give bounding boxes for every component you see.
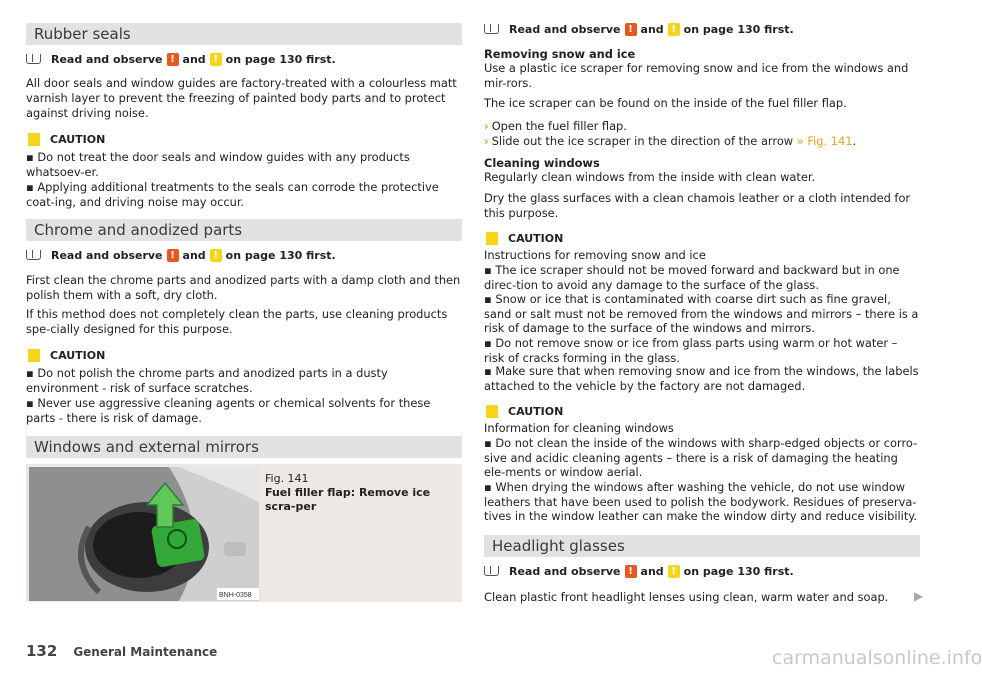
caution-heading: CAUTION: [484, 404, 920, 419]
caution-item: ▪ Do not clean the inside of the windows with sharp-edged objects or corro-sive and acidic cleaning agents – there is a risk of damaging the heating ele-ments or window aerial.: [484, 436, 918, 480]
caution-icon: !: [210, 249, 222, 262]
caution-icon: !: [668, 565, 680, 578]
warning-icon: !: [625, 565, 637, 578]
caution-intro: Information for cleaning windows: [484, 421, 674, 435]
body-text: Clean plastic front headlight lenses using clean, warm water and soap.: [484, 590, 889, 604]
figure-link[interactable]: » Fig. 141: [796, 134, 853, 148]
page-footer: [26, 642, 217, 660]
continue-arrow-icon: ▶: [914, 589, 924, 603]
caution-item: ▪ Do not polish the chrome parts and anodized parts in a dusty environment - risk of surface scratches.: [26, 366, 388, 395]
body-text: All door seals and window guides are factory-treated with a colourless matt varnish layer to prevent the freezing of painted body parts and to protect against driving noise.: [26, 76, 457, 120]
warning-icon: !: [167, 53, 179, 66]
figure-code: BNH-0358: [219, 592, 252, 599]
figure-number: Fig. 141: [265, 472, 309, 485]
section-heading-windows: Windows and external mirrors: [26, 436, 462, 458]
step-item: › Open the fuel filler flap.: [484, 119, 627, 133]
caution-item: ▪ Never use aggressive cleaning agents or chemical solvents for these parts - there is risk of damage.: [26, 396, 431, 425]
warning-icon: !: [625, 23, 637, 36]
section-heading-rubber-seals: Rubber seals: [26, 23, 462, 45]
caution-heading: CAUTION: [26, 132, 462, 147]
section-heading-chrome: Chrome and anodized parts: [26, 219, 462, 241]
figure-title: Fuel filler flap: Remove ice scra-per: [265, 486, 431, 513]
fuel-flap-illustration: [29, 467, 259, 601]
body-text: Use a plastic ice scraper for removing snow and ice from the windows and mir-rors.: [484, 61, 909, 90]
caution-item: ▪ Do not treat the door seals and window guides with any products whatsoev-er.: [26, 150, 410, 179]
ref-line: Read and observe ! and ! on page 130 first.: [484, 21, 920, 37]
body-text: The ice scraper can be found on the inside of the fuel filler flap.: [484, 96, 847, 110]
body-text: First clean the chrome parts and anodized parts with a damp cloth and then polish them with a soft, dry cloth.: [26, 273, 461, 302]
ref-line: Read and observe ! and ! on page 130 first.: [484, 563, 920, 579]
step-arrow-icon: ›: [484, 134, 489, 148]
caution-icon: !: [668, 23, 680, 36]
subheading: Cleaning windows: [484, 156, 600, 170]
body-text: Dry the glass surfaces with a clean chamois leather or a cloth intended for this purpose.: [484, 191, 911, 220]
caution-triangle-icon: [486, 232, 498, 245]
caution-triangle-icon: [486, 405, 498, 418]
fuel-filler-flap-photo: [29, 467, 259, 601]
body-text: If this method does not completely clean the parts, use cleaning products spe-cially designed for this purpose.: [26, 307, 448, 336]
step-arrow-icon: ›: [484, 119, 489, 133]
caution-icon: !: [210, 53, 222, 66]
body-text: Regularly clean windows from the inside with clean water.: [484, 170, 816, 184]
ref-line: Read and observe ! and ! on page 130 first.: [26, 51, 462, 67]
caution-heading: CAUTION: [26, 348, 462, 363]
watermark: carmanualsonline.info: [772, 647, 982, 669]
caution-triangle-icon: [28, 349, 40, 362]
warning-icon: !: [167, 249, 179, 262]
caution-triangle-icon: [28, 133, 40, 146]
caution-item: ▪ The ice scraper should not be moved forward and backward but in one direc-tion to avoid any damage to the surface of the glass.: [484, 263, 900, 292]
caution-item: ▪ Do not remove snow or ice from glass parts using warm or hot water – risk of cracks forming in the glass.: [484, 336, 898, 365]
page-number: 132: [26, 642, 58, 660]
caution-item: ▪ Applying additional treatments to the seals can corrode the protective coat-ing, and driving noise may occur.: [26, 180, 439, 209]
figure-caption: [265, 472, 455, 514]
caution-heading: CAUTION: [484, 231, 920, 246]
caution-intro: Instructions for removing snow and ice: [484, 248, 706, 262]
caution-item: ▪ Make sure that when removing snow and ice from the windows, the labels attached to the vehicle by the factory are not damaged.: [484, 364, 919, 393]
caution-item: ▪ When drying the windows after washing the vehicle, do not use window leathers that have been used to polish the bodywork. Residues of preserva-tives in the window leather can make the window dirty and reduce visibility.: [484, 480, 918, 524]
ref-line: Read and observe ! and ! on page 130 first.: [26, 247, 462, 263]
caution-item: ▪ Snow or ice that is contaminated with coarse dirt such as fine gravel, sand or salt must not be removed from the windows and mirrors – there is a risk of damage to the surface of the windows and mirrors.: [484, 292, 919, 336]
book-icon: [484, 24, 499, 34]
figure-box: [26, 464, 462, 602]
book-icon: [484, 566, 499, 576]
chapter-title: General Maintenance: [73, 645, 218, 659]
book-icon: [26, 250, 41, 260]
book-icon: [26, 54, 41, 64]
subheading: Removing snow and ice: [484, 47, 636, 61]
step-item: › Slide out the ice scraper in the direction of the arrow » Fig. 141.: [484, 134, 857, 148]
section-heading-headlight: Headlight glasses: [484, 535, 920, 557]
